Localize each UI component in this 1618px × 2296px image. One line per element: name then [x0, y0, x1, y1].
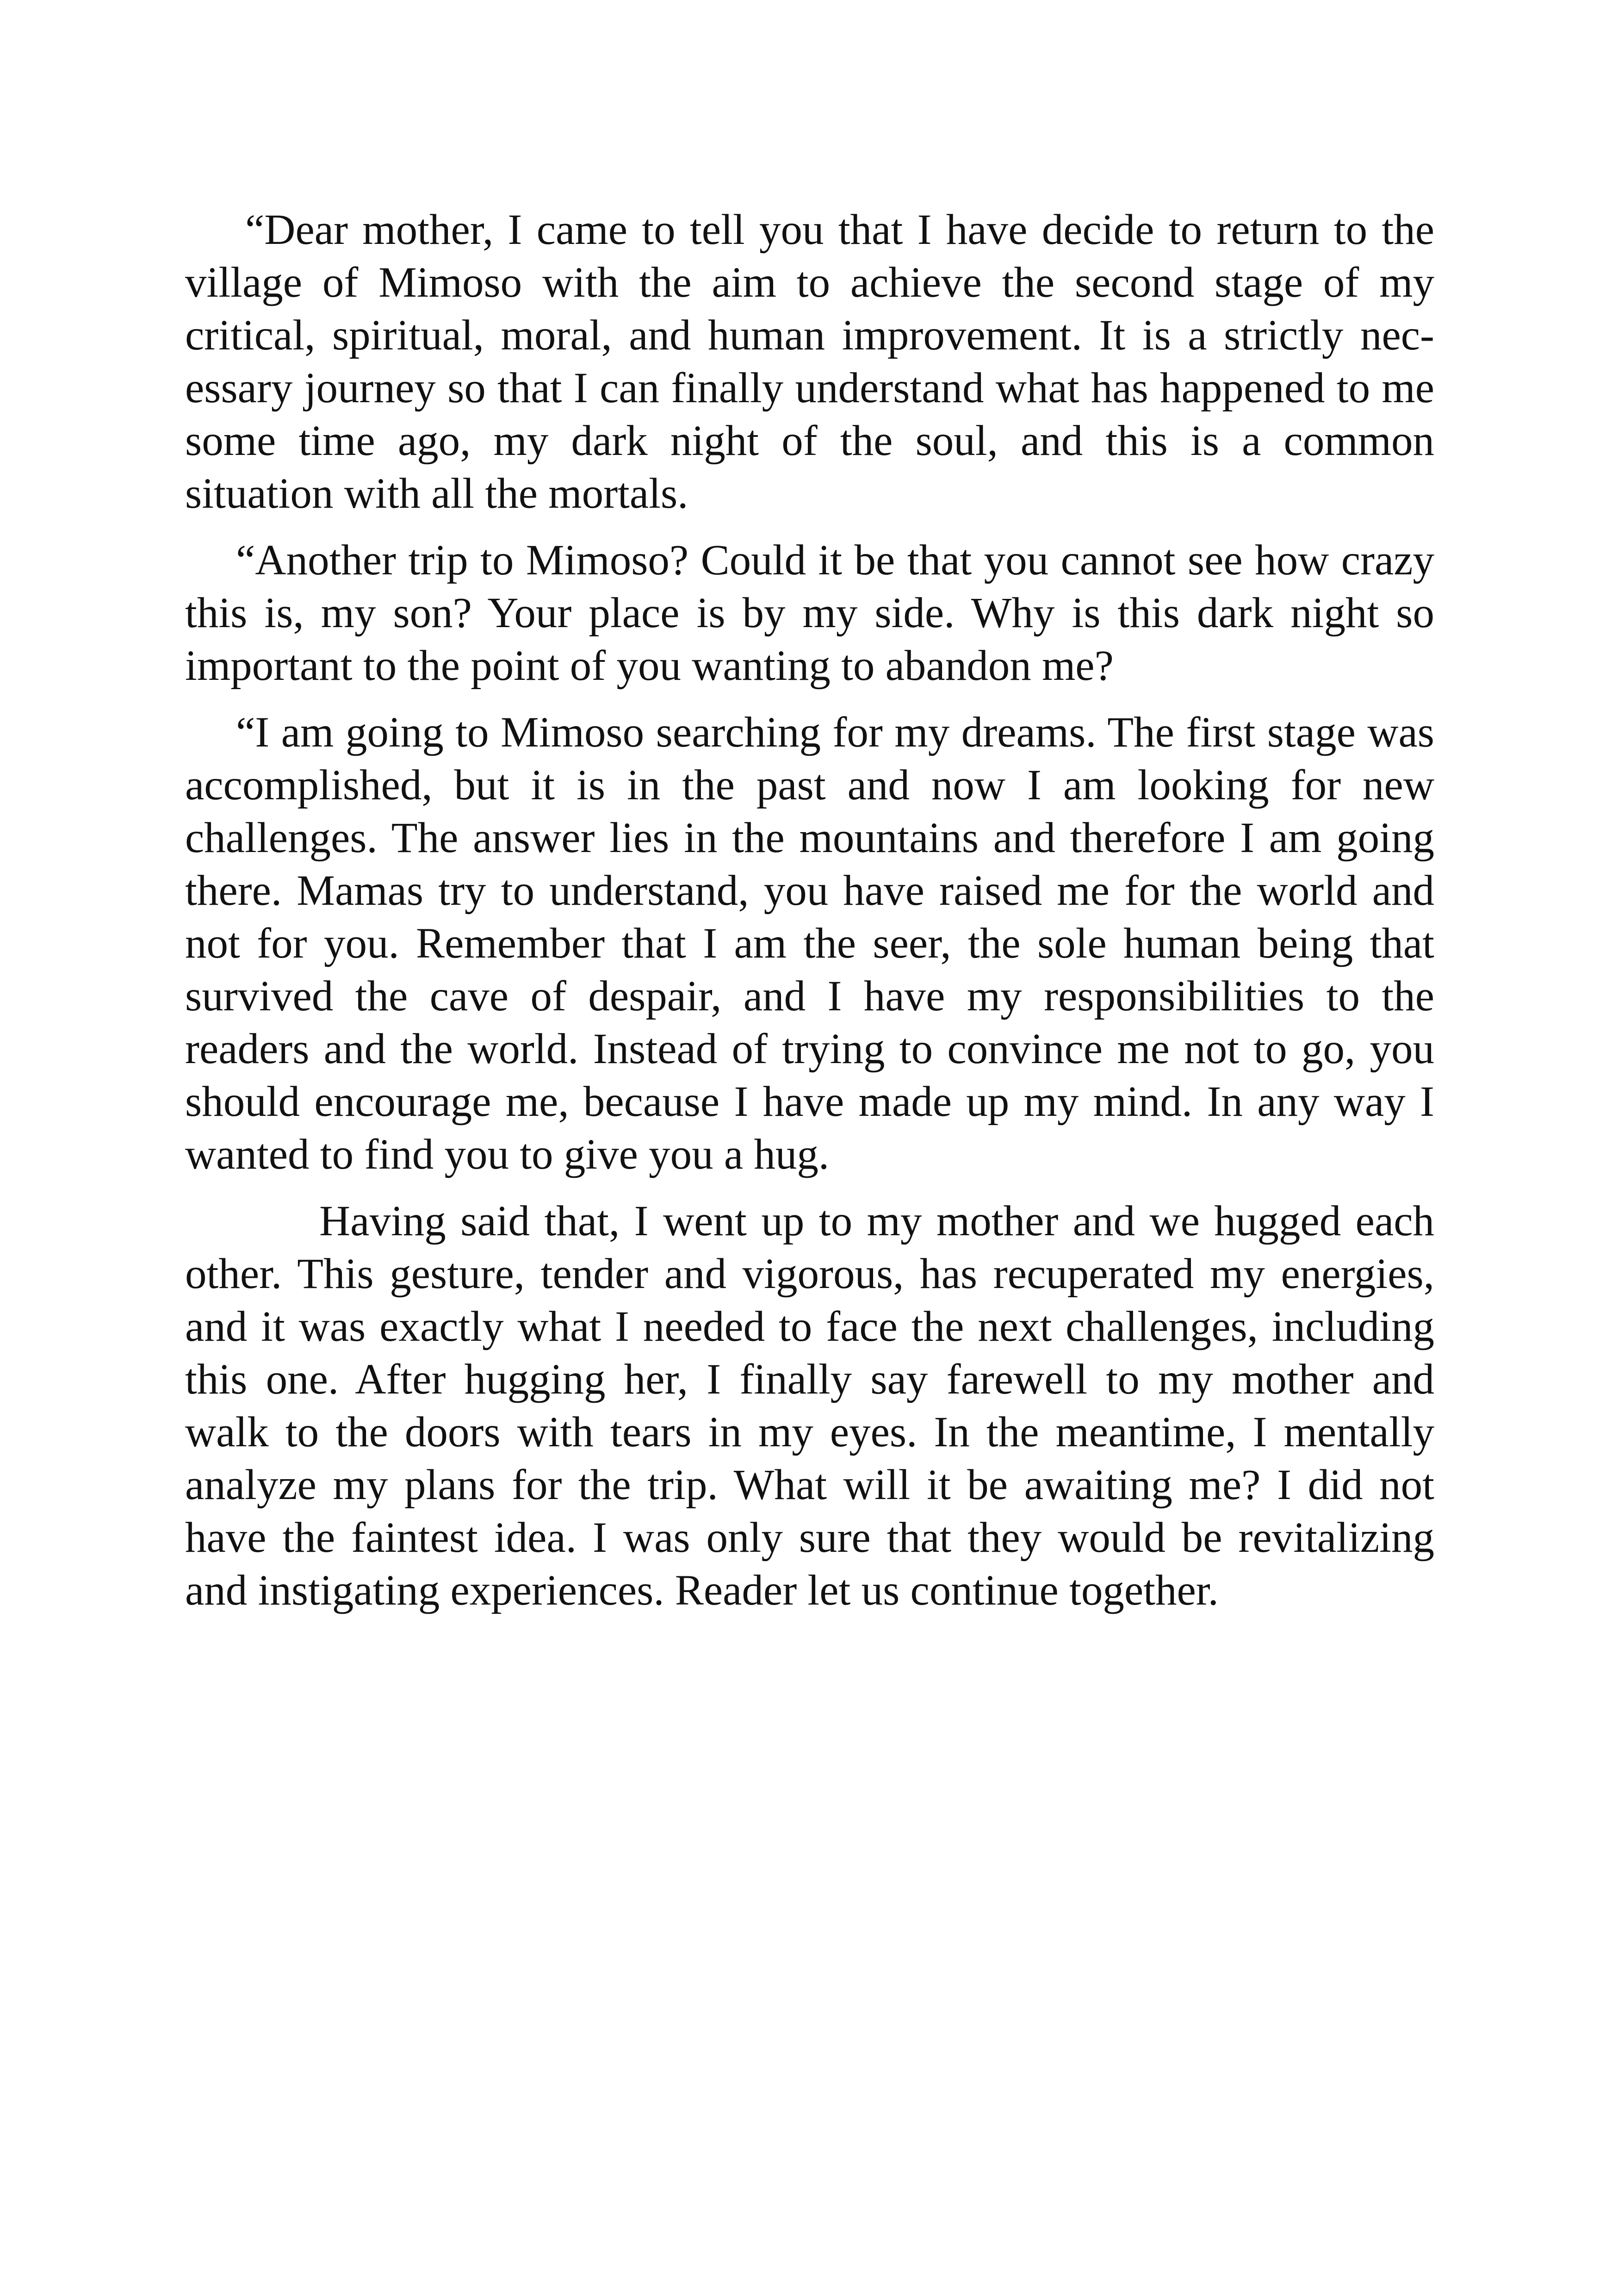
body-text: [185, 204, 1434, 1617]
paragraph-3: “I am going to Mimoso searching for my dreams. The first stage was accomplished, but it is in the past and now I am looking for new challenges. The answer lies in the mountains and therefore I am going there. Mamas try to understand, you have raised me for the world and not for you. Remember that I am the seer, the sole human being that survived the cave of despair, and I have my responsibilities to the readers and the world. Instead of trying to convince me not to go, you should encourage me, because I have made up my mind. In any way I wanted to find you to give you a hug.: [185, 709, 1434, 1178]
paragraph-1: “Dear mother, I came to tell you that I have decide to return to the village of Mimoso with the aim to achieve the second stage of my critical, spiritual, moral, and human improvement. It is a strictly necessary journey so that I can finally understand what has happened to me some time ago, my dark night of the soul, and this is a common situation with all the mortals.: [185, 206, 1434, 517]
paragraph-4: Having said that, I went up to my mother and we hugged each other. This gesture, tender and vigorous, has recuperated my energies, and it was exactly what I needed to face the next challenges, including this one. After hugging her, I finally say farewell to my mother and walk to the doors with tears in my eyes. In the meantime, I mentally analyze my plans for the trip. What will it be awaiting me? I did not have the faintest idea. I was only sure that they would be revitalizing and instigating experiences. Reader let us continue together.: [185, 1197, 1434, 1614]
paragraph-2: “Another trip to Mimoso? Could it be that you cannot see how crazy this is, my son? Your place is by my side. Why is this dark night so important to the point of you wanting to abandon me?: [185, 536, 1434, 690]
